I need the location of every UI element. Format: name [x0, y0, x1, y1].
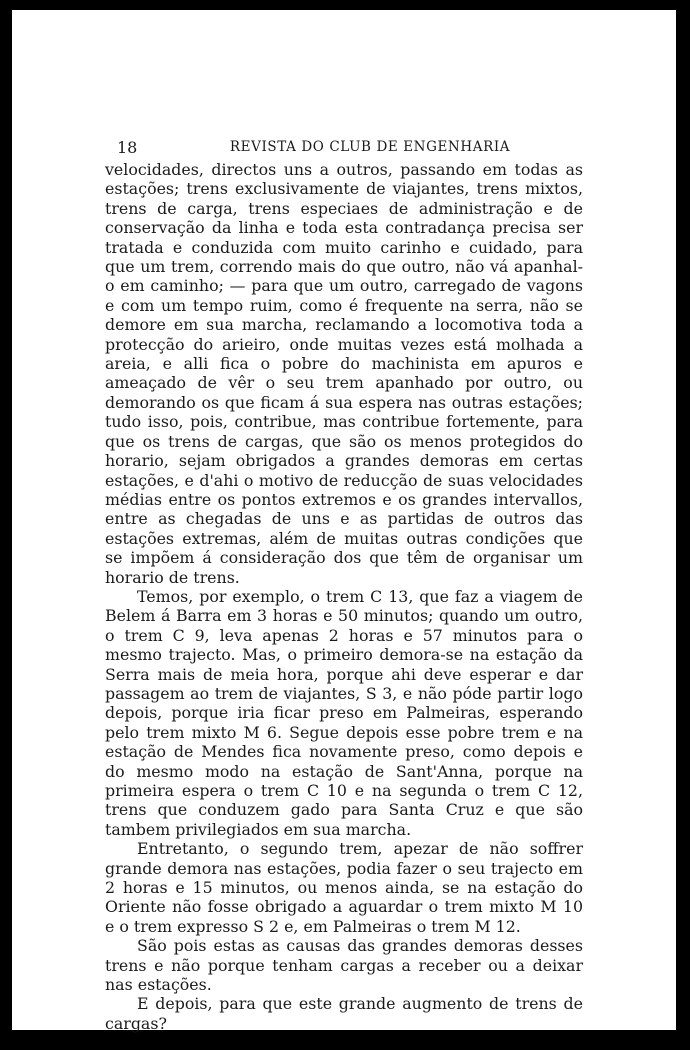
paragraph: E depois, para que este grande augmento de trens de cargas?: [105, 994, 583, 1033]
paragraph: São pois estas as causas das grandes demoras desses trens e não porque tenham cargas a receber ou a deixar nas estações.: [105, 936, 583, 995]
page-header: [117, 138, 595, 162]
paragraph: velocidades, directos uns a outros, passando em todas as estações; trens exclusivamente de viajantes, trens mixtos, trens de carga, trens especiaes de administração e de conservação da linha e toda esta contradança precisa ser tratada e conduzida com muito carinho e cuidado, para que um trem, correndo mais do que outro, não vá apanhal-o em caminho; — para que um outro, carregado de vagons e com um tempo ruim, como é frequente na serra, não se demore em sua marcha, reclamando a locomotiva toda a protecção do arieiro, onde muitas vezes está molhada a areia, e alli fica o pobre do machinista em apuros e ameaçado de vêr o seu trem apanhado por outro, ou demorando os que ficam á sua espera nas outras estações; tudo isso, pois, contribue, mas contribue fortemente, para que os trens de cargas, que são os menos protegidos do horario, sejam obrigados a grandes demoras em certas estações, e d'ahi o motivo de reducção de suas velocidades médias entre os pontos extremos e os grandes intervallos, entre as chegadas de uns e as partidas de outros das estações extremas, além de muitas outras condições que se impõem á consideração dos que têm de organisar um horario de trens.: [105, 160, 583, 587]
body-text: [105, 160, 583, 1033]
paragraph: Entretanto, o segundo trem, apezar de não soffrer grande demora nas estações, podia fazer o seu trajecto em 2 horas e 15 minutos, ou menos ainda, se na estação do Oriente não fosse obrigado a aguardar o trem mixto M 10 e o trem expresso S 2 e, em Palmeiras o trem M 12.: [105, 839, 583, 936]
page-number: 18: [117, 138, 138, 157]
paragraph: Temos, por exemplo, o trem C 13, que faz a viagem de Belem á Barra em 3 horas e 50 minutos; quando um outro, o trem C 9, leva apenas 2 horas e 57 minutos para o mesmo trajecto. Mas, o primeiro demora-se na estação da Serra mais de meia hora, porque ahi deve esperar e dar passagem ao trem de viajantes, S 3, e não póde partir logo depois, porque iria ficar preso em Palmeiras, esperando pelo trem mixto M 6. Segue depois esse pobre trem e na estação de Mendes fica novamente preso, como depois e do mesmo modo na estação de Sant'Anna, porque na primeira espera o trem C 10 e na segunda o trem C 12, trens que conduzem gado para Santa Cruz e que são tambem privilegiados em sua marcha.: [105, 586, 583, 839]
running-title: REVISTA DO CLUB DE ENGENHARIA: [229, 139, 511, 155]
